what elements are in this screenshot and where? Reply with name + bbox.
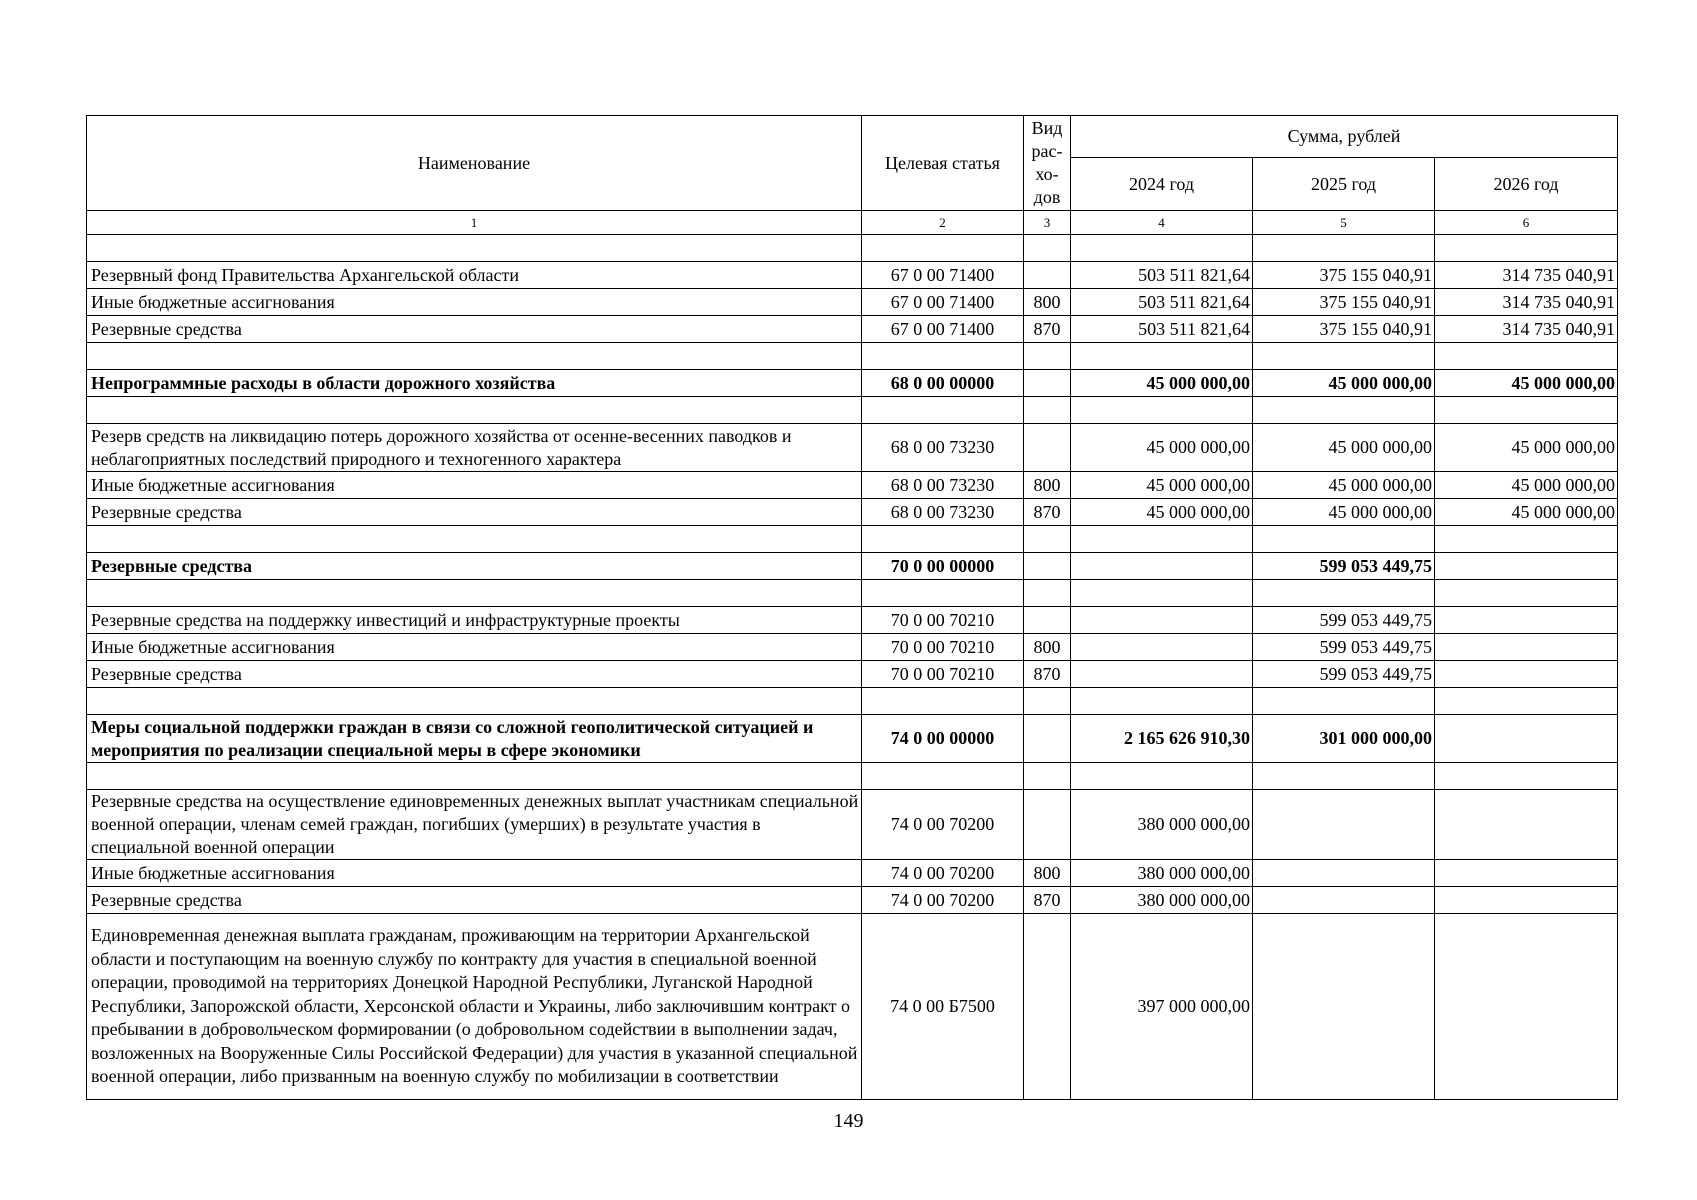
cell-target-code: 74 0 00 Б7500 [862,914,1024,1100]
cell-sum-2024 [1071,661,1253,688]
header-sum: Сумма, рублей [1071,116,1618,158]
column-number: 1 [87,211,862,235]
cell-sum-2024: 2 165 626 910,30 [1071,715,1253,763]
column-number: 6 [1435,211,1618,235]
cell-name: Резерв средств на ликвидацию потерь дорожного хозяйства от осенне-весенних паводков и неблагоприятных последствий природного и техногенного характера [87,424,862,472]
cell-name: Резервные средства [87,316,862,343]
cell-name [87,526,862,553]
column-number: 2 [862,211,1024,235]
cell-sum-2024: 397 000 000,00 [1071,914,1253,1100]
cell-sum-2025: 375 155 040,91 [1253,289,1435,316]
cell-sum-2025: 45 000 000,00 [1253,370,1435,397]
cell-sum-2026 [1435,235,1618,262]
cell-sum-2025: 599 053 449,75 [1253,553,1435,580]
cell-sum-2024 [1071,688,1253,715]
cell-sum-2024: 380 000 000,00 [1071,887,1253,914]
cell-target-code: 70 0 00 70210 [862,634,1024,661]
cell-sum-2026 [1435,607,1618,634]
cell-target-code: 74 0 00 70200 [862,790,1024,860]
cell-expense-kind [1024,914,1071,1100]
cell-sum-2026: 314 735 040,91 [1435,289,1618,316]
cell-sum-2026 [1435,526,1618,553]
cell-sum-2026 [1435,860,1618,887]
cell-sum-2025 [1253,860,1435,887]
cell-sum-2026 [1435,343,1618,370]
cell-sum-2025 [1253,688,1435,715]
cell-sum-2025: 375 155 040,91 [1253,262,1435,289]
budget-table [86,115,1618,1100]
cell-sum-2024: 503 511 821,64 [1071,316,1253,343]
cell-name: Иные бюджетные ассигнования [87,634,862,661]
table-row [87,289,1618,316]
cell-expense-kind: 870 [1024,661,1071,688]
cell-sum-2025 [1253,790,1435,860]
cell-target-code: 68 0 00 73230 [862,424,1024,472]
table-row [87,424,1618,472]
header-row-1 [87,116,1618,158]
table-row [87,370,1618,397]
cell-sum-2024: 45 000 000,00 [1071,424,1253,472]
cell-sum-2024 [1071,397,1253,424]
cell-sum-2026: 45 000 000,00 [1435,499,1618,526]
cell-sum-2024 [1071,343,1253,370]
cell-sum-2026 [1435,580,1618,607]
cell-target-code: 70 0 00 00000 [862,553,1024,580]
table-row [87,499,1618,526]
table-row-spacer [87,688,1618,715]
cell-expense-kind: 800 [1024,634,1071,661]
cell-sum-2026 [1435,914,1618,1100]
cell-sum-2024 [1071,580,1253,607]
cell-target-code: 70 0 00 70210 [862,607,1024,634]
cell-target-code [862,688,1024,715]
cell-name: Иные бюджетные ассигнования [87,472,862,499]
cell-sum-2026 [1435,790,1618,860]
cell-name [87,688,862,715]
table-row [87,887,1618,914]
cell-name: Непрограммные расходы в области дорожного хозяйства [87,370,862,397]
cell-expense-kind [1024,262,1071,289]
cell-expense-kind: 800 [1024,472,1071,499]
cell-expense-kind: 870 [1024,316,1071,343]
cell-sum-2025: 599 053 449,75 [1253,607,1435,634]
cell-expense-kind [1024,715,1071,763]
cell-sum-2025 [1253,580,1435,607]
cell-sum-2026 [1435,763,1618,790]
cell-target-code [862,397,1024,424]
cell-sum-2024: 45 000 000,00 [1071,370,1253,397]
cell-expense-kind [1024,370,1071,397]
header-year-2024: 2024 год [1071,158,1253,211]
cell-sum-2026: 45 000 000,00 [1435,472,1618,499]
cell-expense-kind [1024,235,1071,262]
cell-sum-2024 [1071,526,1253,553]
cell-expense-kind [1024,397,1071,424]
table-row [87,607,1618,634]
cell-target-code [862,343,1024,370]
header-year-2026: 2026 год [1435,158,1618,211]
page-number: 149 [833,1110,864,1132]
cell-expense-kind [1024,607,1071,634]
table-row [87,472,1618,499]
cell-sum-2025 [1253,397,1435,424]
cell-sum-2024 [1071,763,1253,790]
cell-sum-2026 [1435,715,1618,763]
cell-sum-2025: 599 053 449,75 [1253,661,1435,688]
table-row [87,715,1618,763]
table-body [87,235,1618,1100]
cell-sum-2026: 45 000 000,00 [1435,370,1618,397]
table-row [87,860,1618,887]
cell-target-code: 74 0 00 70200 [862,860,1024,887]
table-row [87,914,1618,1100]
cell-sum-2025 [1253,343,1435,370]
table-row [87,661,1618,688]
cell-expense-kind: 870 [1024,499,1071,526]
cell-sum-2024: 380 000 000,00 [1071,790,1253,860]
cell-target-code: 67 0 00 71400 [862,289,1024,316]
cell-sum-2025: 301 000 000,00 [1253,715,1435,763]
cell-target-code [862,526,1024,553]
cell-sum-2026 [1435,661,1618,688]
table-row [87,553,1618,580]
cell-target-code: 68 0 00 73230 [862,499,1024,526]
cell-sum-2025: 45 000 000,00 [1253,472,1435,499]
cell-target-code: 67 0 00 71400 [862,316,1024,343]
cell-name: Иные бюджетные ассигнования [87,860,862,887]
cell-target-code: 74 0 00 00000 [862,715,1024,763]
table-row-spacer [87,235,1618,262]
cell-expense-kind: 800 [1024,289,1071,316]
cell-name: Резервный фонд Правительства Архангельской области [87,262,862,289]
cell-sum-2026 [1435,397,1618,424]
cell-target-code: 70 0 00 70210 [862,661,1024,688]
cell-name: Резервные средства на поддержку инвестиций и инфраструктурные проекты [87,607,862,634]
cell-sum-2025: 375 155 040,91 [1253,316,1435,343]
cell-sum-2024: 503 511 821,64 [1071,289,1253,316]
cell-name [87,235,862,262]
cell-sum-2026: 314 735 040,91 [1435,316,1618,343]
cell-target-code: 74 0 00 70200 [862,887,1024,914]
cell-expense-kind [1024,424,1071,472]
cell-expense-kind [1024,553,1071,580]
table-row-spacer [87,763,1618,790]
cell-name: Резервные средства [87,499,862,526]
cell-sum-2024: 503 511 821,64 [1071,262,1253,289]
cell-expense-kind [1024,526,1071,553]
cell-expense-kind [1024,790,1071,860]
cell-name: Резервные средства [87,661,862,688]
cell-name [87,343,862,370]
cell-name [87,397,862,424]
cell-sum-2025 [1253,763,1435,790]
cell-sum-2024: 380 000 000,00 [1071,860,1253,887]
cell-target-code: 68 0 00 73230 [862,472,1024,499]
cell-sum-2024: 45 000 000,00 [1071,499,1253,526]
header-year-2025: 2025 год [1253,158,1435,211]
table-row [87,790,1618,860]
cell-expense-kind [1024,763,1071,790]
cell-name [87,763,862,790]
cell-sum-2026 [1435,688,1618,715]
cell-name: Иные бюджетные ассигнования [87,289,862,316]
cell-sum-2025 [1253,235,1435,262]
cell-expense-kind [1024,688,1071,715]
table-row [87,634,1618,661]
cell-name [87,580,862,607]
header-kind: Вид рас-хо-дов [1024,116,1071,211]
cell-sum-2024 [1071,553,1253,580]
table-row-spacer [87,343,1618,370]
column-number: 3 [1024,211,1071,235]
cell-sum-2025 [1253,914,1435,1100]
cell-name: Единовременная денежная выплата гражданам, проживающим на территории Архангельской области и поступающим на военную службу по контракту для участия в специальной военной операции, проводимой на территориях Донецкой Народной Республики, Луганской Народной Республики, Запорожской области, Херсонской области и Украины, либо заключившим контракт о пребывании в добровольческом формировании (о добровольном содействии в выполнении задач, возложенных на Вооруженные Силы Российской Федерации) для участия в указанной специальной военной операции, либо призванным на военную службу по мобилизации в соответствии [87,914,862,1100]
column-number: 5 [1253,211,1435,235]
cell-target-code [862,235,1024,262]
cell-sum-2024: 45 000 000,00 [1071,472,1253,499]
cell-target-code [862,580,1024,607]
table-row-spacer [87,580,1618,607]
cell-expense-kind [1024,343,1071,370]
header-name: Наименование [87,116,862,211]
cell-name: Резервные средства на осуществление единовременных денежных выплат участникам специальной военной операции, членам семей граждан, погибших (умерших) в результате участия в специальной военной операции [87,790,862,860]
table-row-spacer [87,526,1618,553]
cell-sum-2026 [1435,553,1618,580]
cell-target-code: 67 0 00 71400 [862,262,1024,289]
column-number-row [87,211,1618,235]
cell-sum-2026: 314 735 040,91 [1435,262,1618,289]
header-target: Целевая статья [862,116,1024,211]
cell-target-code: 68 0 00 00000 [862,370,1024,397]
cell-target-code [862,763,1024,790]
cell-sum-2025: 599 053 449,75 [1253,634,1435,661]
cell-sum-2025: 45 000 000,00 [1253,424,1435,472]
cell-expense-kind: 800 [1024,860,1071,887]
cell-name: Резервные средства [87,887,862,914]
cell-sum-2025 [1253,526,1435,553]
cell-sum-2025: 45 000 000,00 [1253,499,1435,526]
cell-sum-2024 [1071,607,1253,634]
cell-expense-kind: 870 [1024,887,1071,914]
cell-name: Меры социальной поддержки граждан в связи со сложной геополитической ситуацией и мероприятия по реализации специальной меры в сфере экономики [87,715,862,763]
cell-sum-2024 [1071,235,1253,262]
cell-sum-2024 [1071,634,1253,661]
column-number: 4 [1071,211,1253,235]
cell-sum-2026: 45 000 000,00 [1435,424,1618,472]
table-row-spacer [87,397,1618,424]
cell-sum-2026 [1435,887,1618,914]
cell-name: Резервные средства [87,553,862,580]
table-row [87,316,1618,343]
cell-sum-2026 [1435,634,1618,661]
cell-sum-2025 [1253,887,1435,914]
table-row [87,262,1618,289]
cell-expense-kind [1024,580,1071,607]
